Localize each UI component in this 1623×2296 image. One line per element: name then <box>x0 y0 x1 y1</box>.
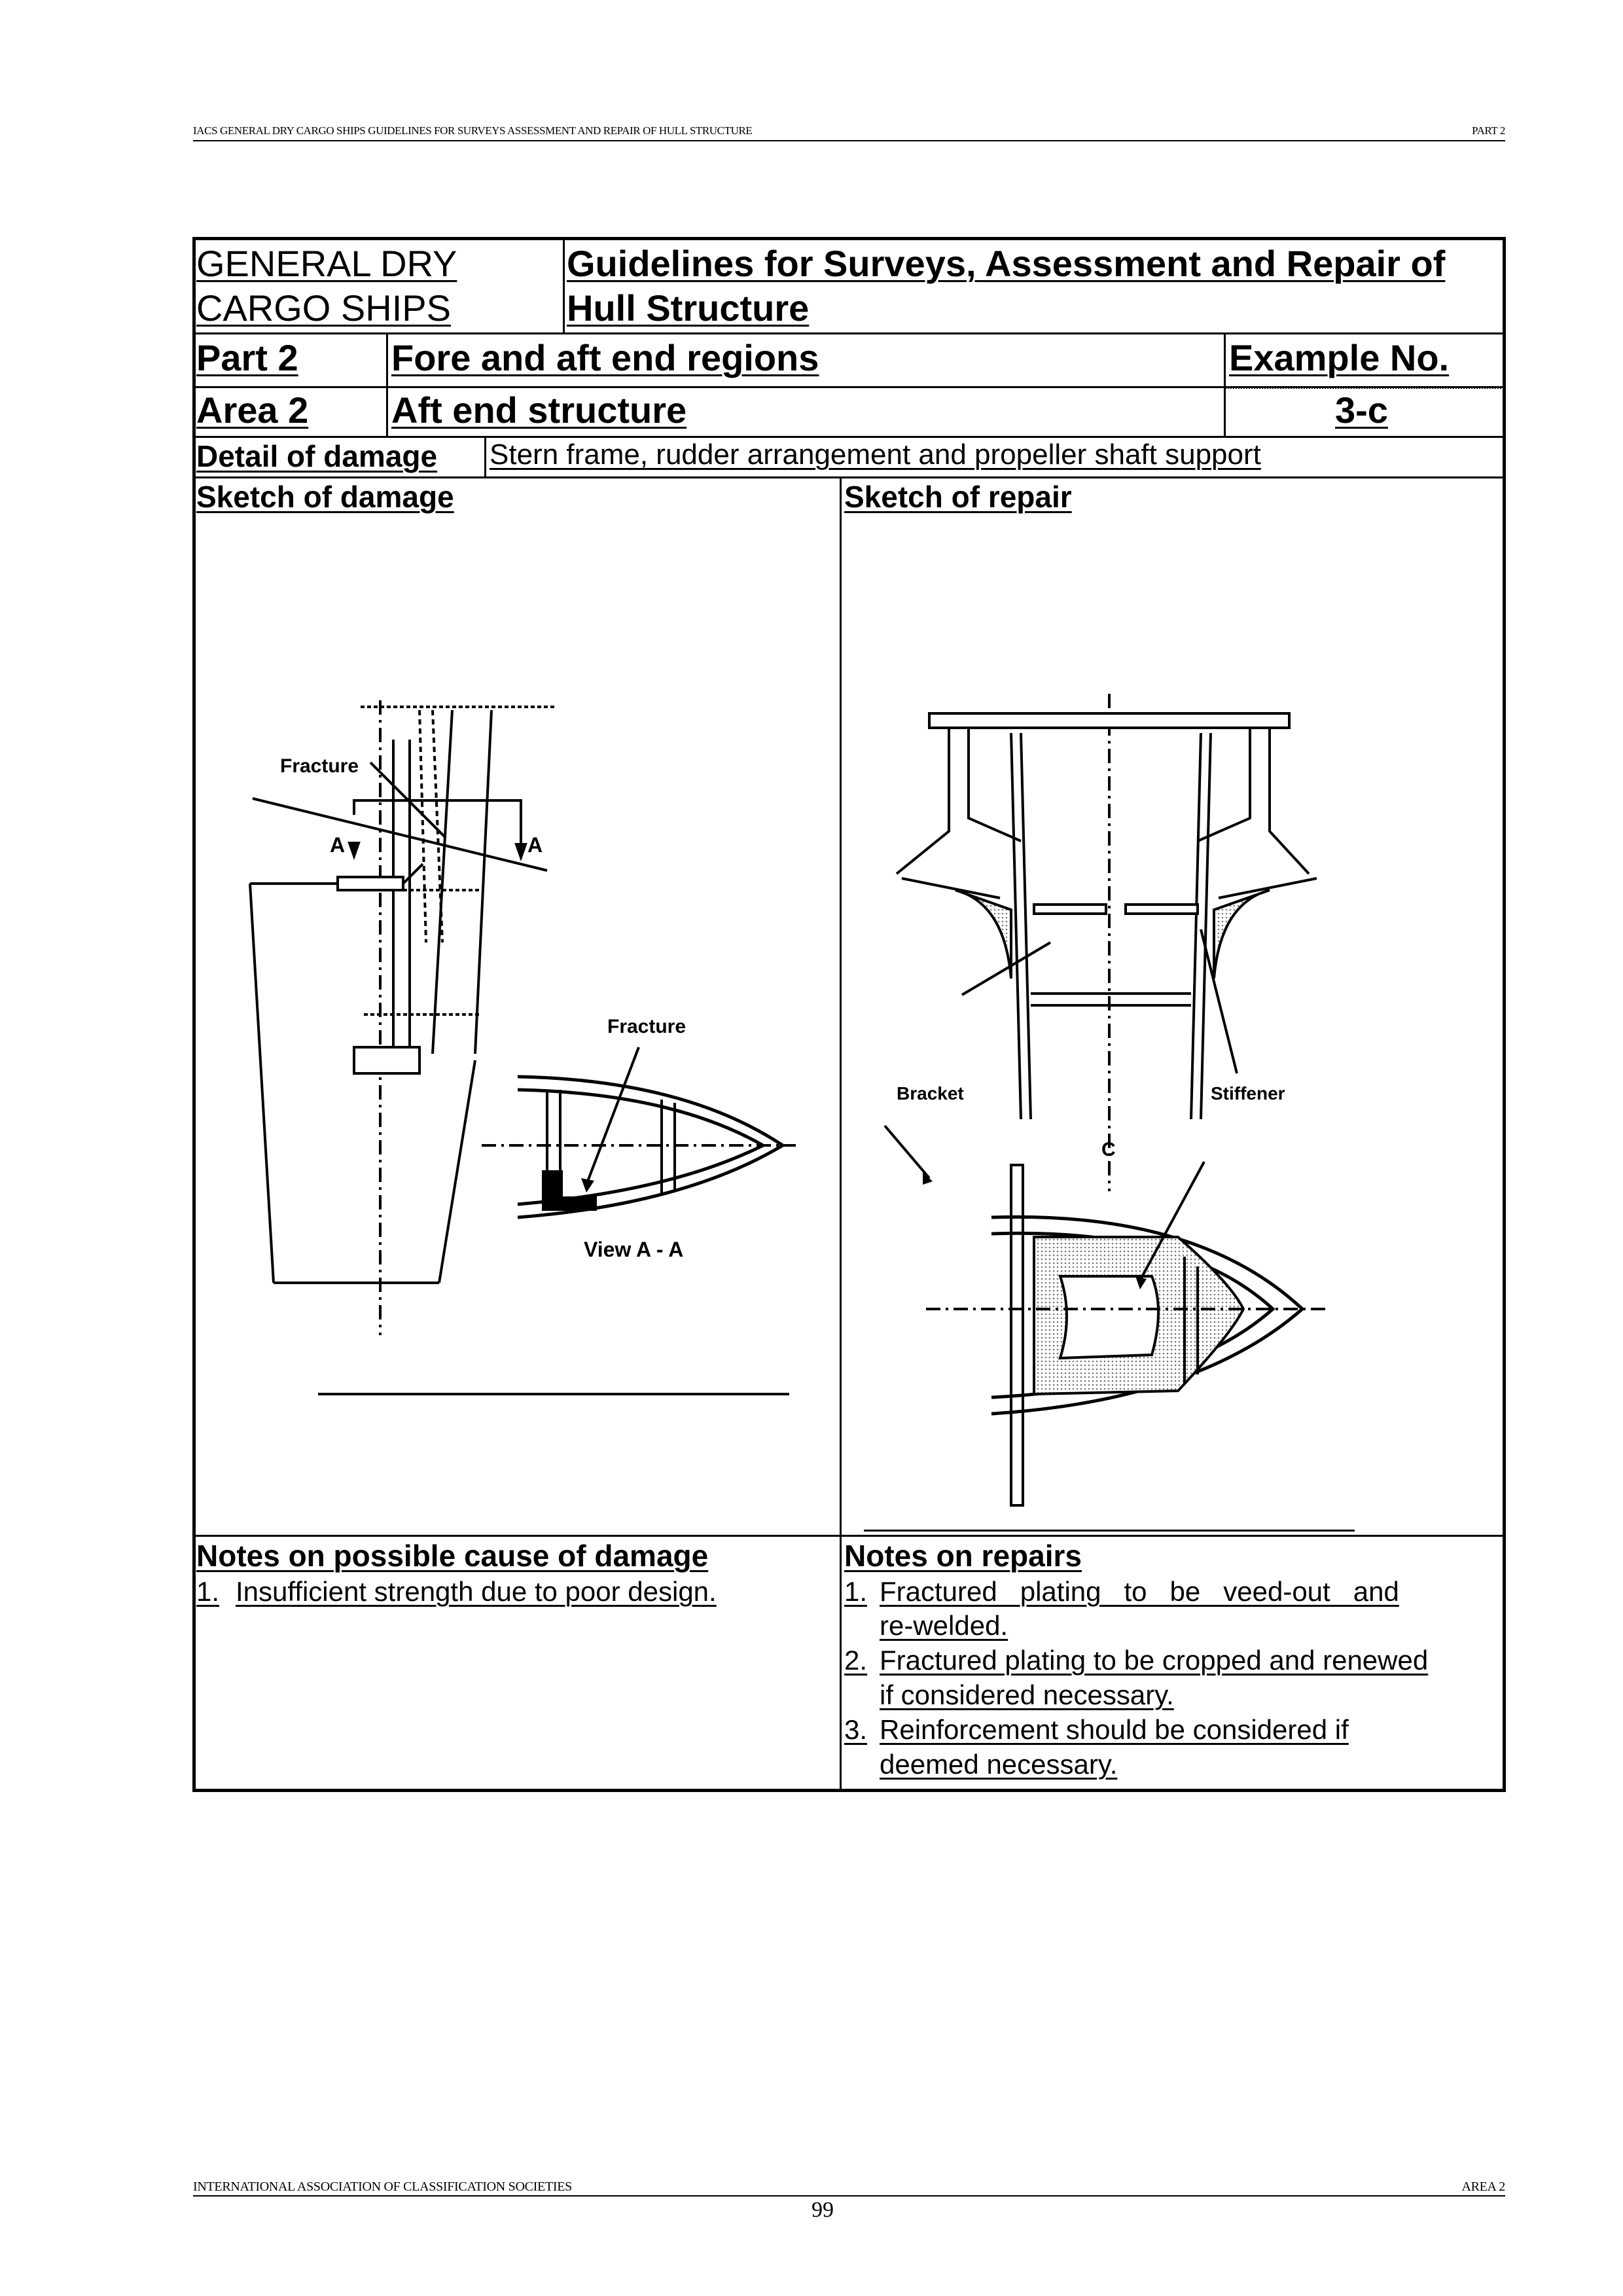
header-title: IACS GENERAL DRY CARGO SHIPS GUIDELINES FOR SURVEYS ASSESSMENT AND REPAIR OF HULL STRUCTURE <box>193 124 753 137</box>
rule-center-divider <box>840 476 842 1789</box>
sketch-repair-label: Sketch of repair <box>844 480 1072 514</box>
area-label: Area 2 <box>196 389 309 431</box>
repair-note-1-line2: re-welded. <box>880 1610 1008 1641</box>
stiffener-label: Stiffener <box>1211 1083 1285 1103</box>
view-a-a-label: View A - A <box>584 1238 684 1261</box>
area-title: Aft end structure <box>391 389 687 431</box>
repair-note-2-number: 2. <box>844 1645 868 1676</box>
bracket-label: Bracket <box>897 1083 964 1103</box>
rule-title-divider <box>563 238 565 334</box>
rule-detail-row <box>194 476 1505 478</box>
rule-notes-row <box>194 1535 1505 1537</box>
centerline-label: C <box>1101 1139 1116 1160</box>
part-title: Fore and aft end regions <box>391 337 819 378</box>
ship-type-line1: GENERAL DRY <box>196 243 457 284</box>
damage-sketch <box>194 681 838 1414</box>
repair-note-1-number: 1. <box>844 1576 868 1607</box>
notes-repair-label: Notes on repairs <box>844 1539 1082 1573</box>
ship-type-line2: CARGO SHIPS <box>196 287 451 329</box>
running-header <box>193 124 1505 141</box>
header-part: PART 2 <box>1472 124 1505 137</box>
example-number: 3-c <box>1335 389 1388 431</box>
notes-cause-label: Notes on possible cause of damage <box>196 1539 709 1573</box>
part-label: Part 2 <box>196 337 298 378</box>
cause-note-1-number: 1. <box>196 1576 220 1607</box>
running-footer <box>193 2179 1505 2197</box>
page-number: 99 <box>812 2198 834 2222</box>
rule-title-row <box>194 332 1505 334</box>
repair-note-2-line1: Fractured plating to be cropped and renewed <box>880 1645 1429 1676</box>
fracture-label-view: Fracture <box>607 1016 687 1037</box>
repair-sketch <box>844 681 1502 1532</box>
sketch-damage-label: Sketch of damage <box>196 480 454 514</box>
rule-example-divider <box>1224 332 1226 437</box>
example-label: Example No. <box>1229 337 1450 378</box>
rule-area-row <box>194 436 1505 438</box>
footer-organization: INTERNATIONAL ASSOCIATION OF CLASSIFICATION SOCIETIES <box>193 2179 572 2194</box>
rule-detail-divider <box>484 436 486 478</box>
guideline-title-line1: Guidelines for Surveys, Assessment and Repair of <box>567 243 1446 284</box>
cause-note-1-text: Insufficient strength due to poor design. <box>236 1576 717 1607</box>
footer-area: AREA 2 <box>1461 2179 1505 2194</box>
detail-label: Detail of damage <box>196 439 438 473</box>
section-a-left-label: A <box>330 833 346 857</box>
repair-note-3-line1: Reinforcement should be considered if <box>880 1714 1349 1745</box>
repair-note-1-line1: Fractured plating to be veed-out and <box>880 1576 1399 1607</box>
section-a-right-label: A <box>527 833 543 857</box>
guideline-title-line2: Hull Structure <box>567 287 810 329</box>
rule-part-divider <box>386 332 388 437</box>
repair-note-3-number: 3. <box>844 1714 868 1745</box>
repair-note-2-line2: if considered necessary. <box>880 1679 1174 1710</box>
fracture-label-top: Fracture <box>280 755 359 777</box>
detail-text: Stern frame, rudder arrangement and propeller shaft support <box>490 439 1261 471</box>
repair-note-3-line2: deemed necessary. <box>880 1749 1118 1780</box>
